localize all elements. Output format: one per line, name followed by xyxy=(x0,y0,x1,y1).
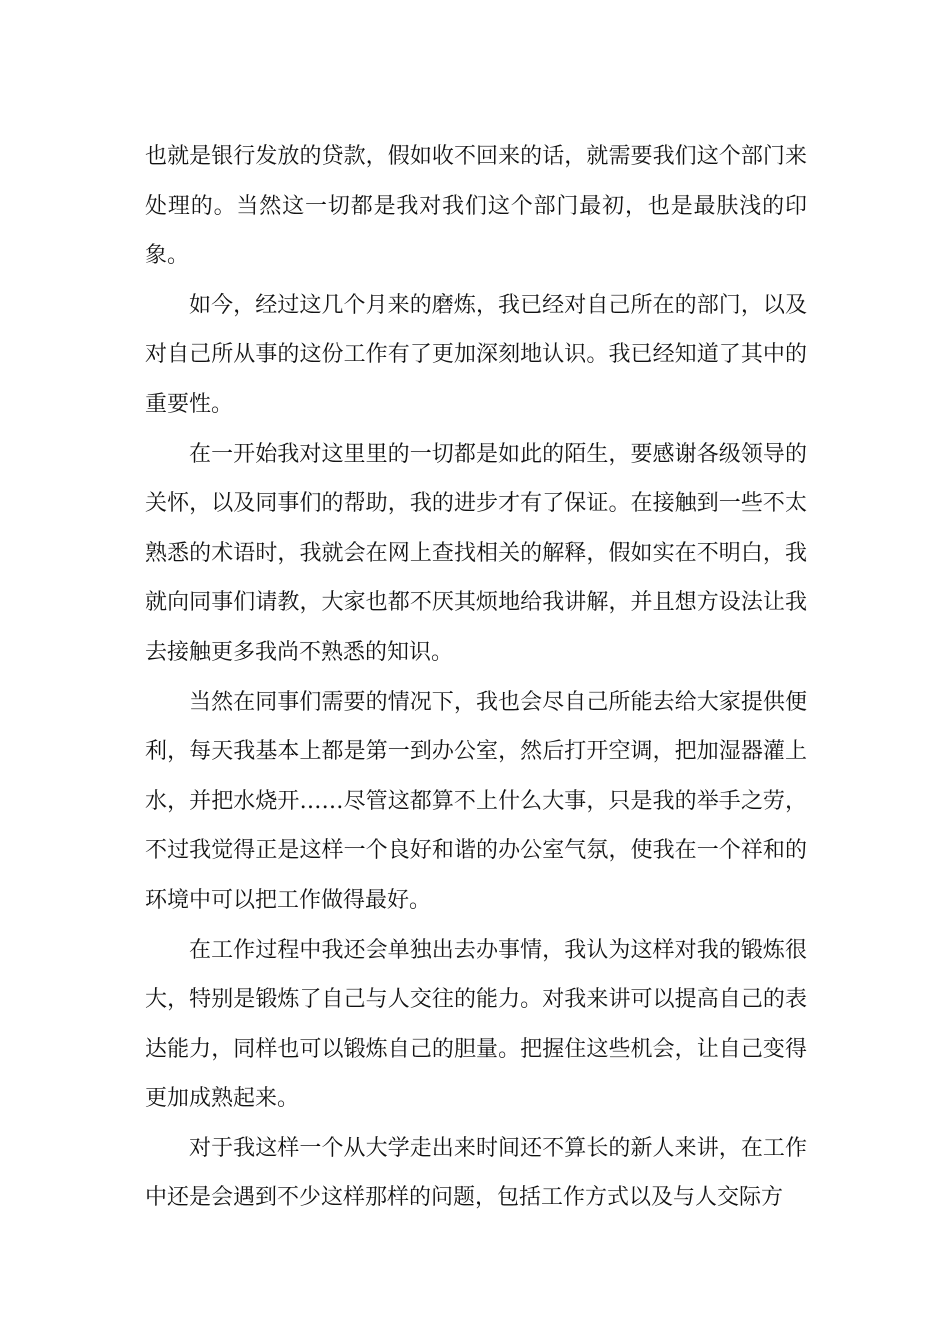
document-body xyxy=(145,132,807,1223)
paragraph-continuation: 也就是银行发放的贷款，假如收不回来的话，就需要我们这个部门来处理的。当然这一切都是我对我们这个部门最初，也是最肤浅的印象。 xyxy=(145,144,807,269)
paragraph: 如今，经过这几个月来的磨炼，我已经对自己所在的部门，以及对自己所从事的这份工作有了更加深刻地认识。我已经知道了其中的重要性。 xyxy=(145,292,807,417)
paragraph: 在工作过程中我还会单独出去办事情，我认为这样对我的锻炼很大，特别是锻炼了自己与人交往的能力。对我来讲可以提高自己的表达能力，同样也可以锻炼自己的胆量。把握住这些机会，让自己变得更加成熟起来。 xyxy=(145,937,807,1112)
paragraph: 在一开始我对这里里的一切都是如此的陌生，要感谢各级领导的关怀，以及同事们的帮助，我的进步才有了保证。在接触到一些不太熟悉的术语时，我就会在网上查找相关的解释，假如实在不明白，我就向同事们请教，大家也都不厌其烦地给我讲解，并且想方设法让我去接触更多我尚不熟悉的知识。 xyxy=(145,441,807,665)
paragraph: 对于我这样一个从大学走出来时间还不算长的新人来讲，在工作中还是会遇到不少这样那样的问题，包括工作方式以及与人交际方 xyxy=(145,1135,807,1211)
paragraph: 当然在同事们需要的情况下，我也会尽自己所能去给大家提供便利，每天我基本上都是第一到办公室，然后打开空调，把加湿器灌上水，并把水烧开……尽管这都算不上什么大事，只是我的举手之劳，不过我觉得正是这样一个良好和谐的办公室气氛，使我在一个祥和的环境中可以把工作做得最好。 xyxy=(145,689,807,913)
